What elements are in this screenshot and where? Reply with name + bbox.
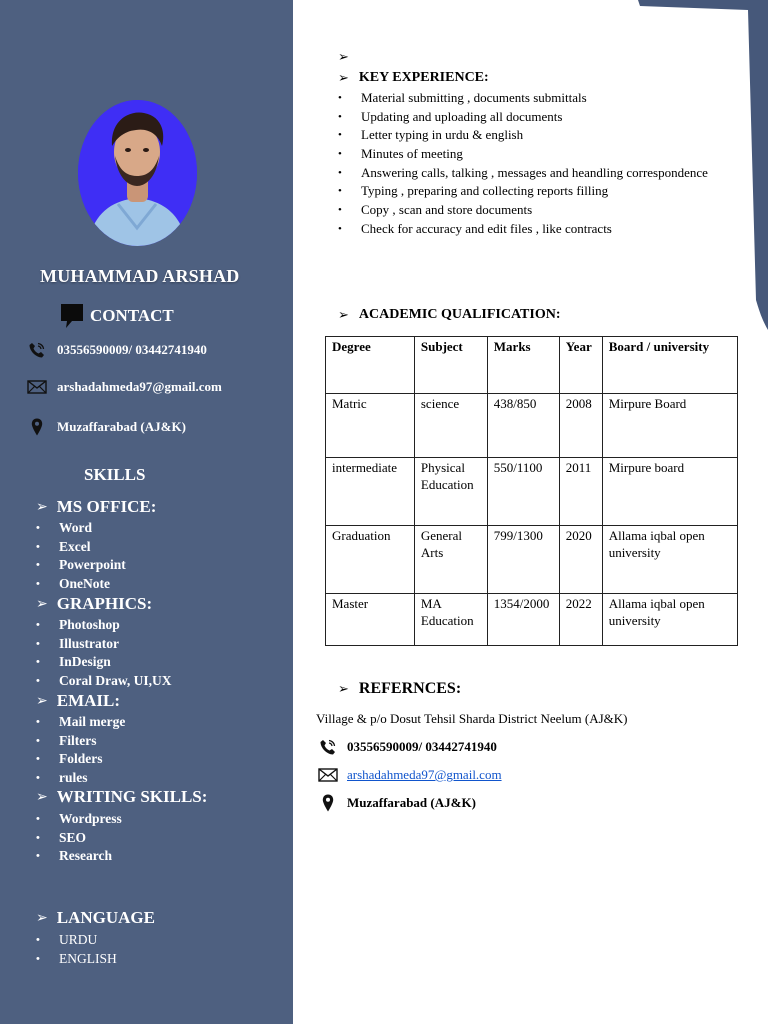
reference-phone-row <box>318 738 497 756</box>
table-cell: General Arts <box>414 526 487 594</box>
table-row <box>326 394 738 458</box>
table-cell: 1354/2000 <box>487 594 559 646</box>
skill-item: • Folders <box>36 750 125 769</box>
table-cell: Mirpure board <box>602 458 737 526</box>
table-cell: science <box>414 394 487 458</box>
phone-icon <box>318 738 338 756</box>
skill-item: • SEO <box>36 829 122 848</box>
table-row <box>326 526 738 594</box>
skill-item: • Photoshop <box>36 616 172 635</box>
arrow-bullet-icon: ➢ <box>338 70 349 86</box>
location-pin-icon <box>26 418 48 436</box>
arrow-bullet-icon: ➢ <box>338 50 349 65</box>
experience-item: • Check for accuracy and edit files , like contracts <box>338 220 708 239</box>
experience-item: • Letter typing in urdu & english <box>338 126 708 145</box>
experience-heading <box>338 70 489 86</box>
arrow-bullet-icon: ➢ <box>36 693 48 709</box>
experience-item: • Material submitting , documents submittals <box>338 89 708 108</box>
table-cell: 2008 <box>559 394 602 458</box>
arrow-bullet-icon: ➢ <box>36 499 48 515</box>
mail-icon <box>318 766 338 784</box>
skills-title: SKILLS <box>84 465 146 484</box>
mail-icon <box>26 378 48 396</box>
experience-item: • Updating and uploading all documents <box>338 108 708 127</box>
column-header: Board / university <box>602 337 737 394</box>
reference-location-row <box>318 794 476 812</box>
reference-email-link[interactable]: arshadahmeda97@gmail.com <box>347 767 502 782</box>
language-section <box>36 908 155 928</box>
skill-item: • Coral Draw, UI,UX <box>36 672 172 691</box>
table-cell: intermediate <box>326 458 415 526</box>
contact-phone: 03556590009/ 03442741940 <box>57 342 207 357</box>
table-row <box>326 594 738 646</box>
skill-item: • Mail merge <box>36 713 125 732</box>
arrow-bullet-icon: ➢ <box>36 596 48 612</box>
skill-item: • InDesign <box>36 653 172 672</box>
skill-item: • Powerpoint <box>36 556 126 575</box>
skill-section-writing <box>36 787 207 807</box>
language-item: • URDU <box>36 931 117 950</box>
academic-title: ACADEMIC QUALIFICATION: <box>358 307 561 322</box>
table-cell: Matric <box>326 394 415 458</box>
reference-email-row <box>318 766 502 784</box>
contact-phone-row <box>26 341 207 359</box>
column-header: Marks <box>487 337 559 394</box>
experience-list <box>338 89 708 239</box>
table-cell: 2022 <box>559 594 602 646</box>
reference-phone: 03556590009/ 03442741940 <box>347 739 497 754</box>
contact-location-row <box>26 418 186 436</box>
profile-photo <box>78 100 197 246</box>
skill-list-ms-office <box>36 519 126 593</box>
arrow-bullet-icon: ➢ <box>36 910 48 926</box>
skill-item: • Illustrator <box>36 635 172 654</box>
location-pin-icon <box>318 794 338 812</box>
experience-title: KEY EXPERIENCE: <box>358 70 489 85</box>
table-row <box>326 458 738 526</box>
column-header: Degree <box>326 337 415 394</box>
contact-email[interactable]: arshadahmeda97@gmail.com <box>57 379 222 394</box>
skill-section-ms-office <box>36 497 156 517</box>
skill-section-title: EMAIL: <box>56 691 121 710</box>
experience-item: • Answering calls, talking , messages and heandling correspondence <box>338 164 708 183</box>
skill-section-title: GRAPHICS: <box>56 594 153 613</box>
contact-email-row <box>26 378 222 396</box>
table-cell: 2020 <box>559 526 602 594</box>
skill-list-writing <box>36 810 122 866</box>
experience-item: • Copy , scan and store documents <box>338 201 708 220</box>
skill-list-email <box>36 713 125 787</box>
table-cell: 550/1100 <box>487 458 559 526</box>
references-title: REFERNCES: <box>358 680 462 697</box>
column-header: Year <box>559 337 602 394</box>
table-cell: Physical Education <box>414 458 487 526</box>
skill-item: • Excel <box>36 538 126 557</box>
contact-heading <box>60 303 174 329</box>
skill-section-title: WRITING SKILLS: <box>56 787 208 806</box>
contact-title: CONTACT <box>90 306 174 325</box>
arrow-bullet-icon: ➢ <box>36 789 48 805</box>
skill-section-email <box>36 691 120 711</box>
arrow-bullet-icon: ➢ <box>338 681 349 697</box>
skill-section-graphics <box>36 594 152 614</box>
reference-location: Muzaffarabad (AJ&K) <box>347 795 476 810</box>
table-cell: Allama iqbal open university <box>602 594 737 646</box>
language-list <box>36 931 117 968</box>
table-header-row <box>326 337 738 394</box>
skill-item: • Filters <box>36 732 125 751</box>
skill-item: • Word <box>36 519 126 538</box>
skill-section-title: MS OFFICE: <box>56 497 157 516</box>
reference-address: Village & p/o Dosut Tehsil Sharda District Neelum (AJ&K) <box>316 711 628 726</box>
skill-item: • Research <box>36 847 122 866</box>
table-cell: Mirpure Board <box>602 394 737 458</box>
skill-list-graphics <box>36 616 172 690</box>
language-title: LANGUAGE <box>56 908 155 927</box>
skill-item: • Wordpress <box>36 810 122 829</box>
table-cell: Allama iqbal open university <box>602 526 737 594</box>
skill-item: • rules <box>36 769 125 788</box>
table-cell: 2011 <box>559 458 602 526</box>
column-header: Subject <box>414 337 487 394</box>
table-cell: Graduation <box>326 526 415 594</box>
academic-heading <box>338 307 560 323</box>
table-cell: MA Education <box>414 594 487 646</box>
sidebar <box>0 0 293 1024</box>
table-cell: 799/1300 <box>487 526 559 594</box>
references-heading <box>338 680 461 698</box>
experience-item: • Typing , preparing and collecting reports filling <box>338 182 708 201</box>
chat-bubble-icon <box>60 303 84 329</box>
phone-icon <box>26 341 48 359</box>
profile-photo-graphic <box>78 100 197 246</box>
experience-item: • Minutes of meeting <box>338 145 708 164</box>
academic-table <box>325 336 738 646</box>
table-cell: Master <box>326 594 415 646</box>
contact-location: Muzaffarabad (AJ&K) <box>57 419 186 434</box>
skill-item: • OneNote <box>36 575 126 594</box>
arrow-bullet-icon: ➢ <box>338 307 349 323</box>
profile-name: MUHAMMAD ARSHAD <box>40 266 240 286</box>
table-cell: 438/850 <box>487 394 559 458</box>
language-item: • ENGLISH <box>36 950 117 969</box>
